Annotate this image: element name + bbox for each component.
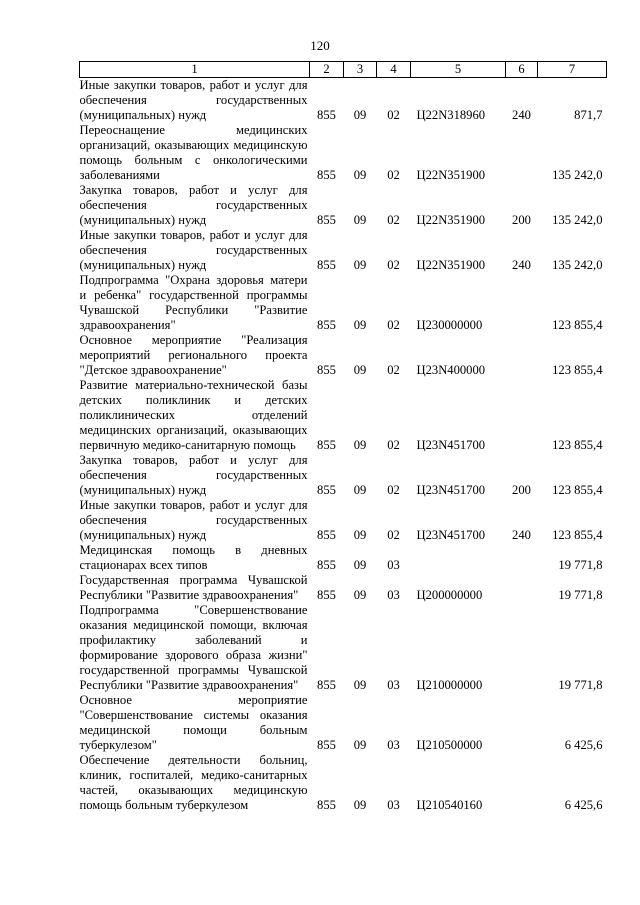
row-amount: 135 242,0: [552, 168, 603, 182]
row-name: Подпрограмма "Охрана здоровья матери и ребенка" государственной программы Чувашской Республики "Развитие здравоохранения": [79, 273, 308, 332]
row-section: 09: [353, 483, 367, 497]
row-ministry-code: 855: [317, 318, 336, 332]
row-section: 09: [353, 528, 367, 542]
row-expense-type: 200: [512, 213, 531, 227]
row-amount: 123 855,4: [552, 363, 603, 377]
row-target-article: Ц23N451700: [416, 483, 486, 497]
row-amount: 6 425,6: [564, 798, 603, 812]
row-subsection: 03: [387, 738, 400, 752]
row-target-article: [411, 543, 506, 573]
row-name: Иные закупки товаров, работ и услуг для обеспечения государственных (муниципальных) нужд: [79, 228, 308, 272]
row-amount: 135 242,0: [552, 213, 603, 227]
row-target-article: Ц22N351900: [416, 213, 486, 227]
row-expense-type: [506, 603, 538, 693]
row-name: Иные закупки товаров, работ и услуг для обеспечения государственных (муниципальных) нужд: [79, 498, 308, 542]
header-col-3: 3: [344, 62, 377, 78]
row-ministry-code: 855: [317, 528, 336, 542]
row-section: 09: [353, 738, 367, 752]
row-target-article: Ц22N351900: [416, 168, 486, 182]
row-name: Медицинская помощь в дневных стационарах всех типов: [79, 543, 308, 572]
page-number: 120: [310, 38, 330, 53]
row-section: 09: [353, 108, 367, 122]
row-name: Закупка товаров, работ и услуг для обеспечения государственных (муниципальных) нужд: [79, 453, 308, 497]
row-ministry-code: 855: [317, 168, 336, 182]
row-name: Государственная программа Чувашской Республики "Развитие здравоохранения": [79, 573, 308, 602]
row-ministry-code: 855: [317, 798, 336, 812]
row-section: 09: [353, 213, 367, 227]
row-expense-type: [506, 753, 538, 813]
row-amount: 123 855,4: [552, 438, 603, 452]
header-col-1: 1: [80, 62, 310, 78]
header-col-2: 2: [310, 62, 344, 78]
row-section: 09: [353, 168, 367, 182]
row-ministry-code: 855: [317, 108, 336, 122]
row-expense-type: 240: [512, 528, 531, 542]
row-ministry-code: 855: [317, 558, 336, 572]
row-target-article: Ц22N351900: [416, 258, 486, 272]
row-section: 09: [353, 558, 367, 572]
row-target-article: Ц200000000: [416, 588, 483, 602]
row-section: 09: [353, 318, 367, 332]
row-ministry-code: 855: [317, 678, 336, 692]
row-expense-type: [506, 693, 538, 753]
table-row: [80, 333, 607, 378]
row-subsection: 02: [387, 483, 400, 497]
row-target-article: Ц210500000: [416, 738, 483, 752]
table-body: [80, 78, 607, 814]
table-row: [80, 183, 607, 228]
row-section: 09: [353, 438, 367, 452]
row-target-article: Ц23N400000: [416, 363, 486, 377]
header-col-4: 4: [377, 62, 411, 78]
row-target-article: Ц23N451700: [416, 528, 486, 542]
header-row: [80, 62, 607, 78]
row-ministry-code: 855: [317, 738, 336, 752]
row-expense-type: 200: [512, 483, 531, 497]
row-expense-type: [506, 273, 538, 333]
row-amount: 123 855,4: [552, 483, 603, 497]
row-ministry-code: 855: [317, 213, 336, 227]
row-ministry-code: 855: [317, 588, 336, 602]
row-section: 09: [353, 798, 367, 812]
row-expense-type: [506, 543, 538, 573]
row-ministry-code: 855: [317, 363, 336, 377]
row-section: 09: [353, 363, 367, 377]
row-ministry-code: 855: [317, 258, 336, 272]
row-amount: 6 425,6: [564, 738, 603, 752]
row-target-article: Ц210540160: [416, 798, 483, 812]
row-subsection: 02: [387, 168, 400, 182]
row-subsection: 03: [387, 558, 400, 572]
row-name: Закупка товаров, работ и услуг для обеспечения государственных (муниципальных) нужд: [79, 183, 308, 227]
table-row: [80, 693, 607, 753]
table-row: [80, 78, 607, 124]
row-subsection: 03: [387, 678, 400, 692]
row-name: Основное мероприятие "Реализация мероприятий регионального проекта "Детское здравоохранение": [79, 333, 308, 377]
row-amount: 19 771,8: [558, 558, 603, 572]
table-row: [80, 753, 607, 813]
header-col-5: 5: [411, 62, 506, 78]
table-row: [80, 123, 607, 183]
table-row: [80, 273, 607, 333]
table-row: [80, 378, 607, 453]
table-row: [80, 498, 607, 543]
row-section: 09: [353, 588, 367, 602]
row-amount: 871,7: [574, 108, 603, 122]
row-ministry-code: 855: [317, 483, 336, 497]
row-target-article: Ц230000000: [416, 318, 483, 332]
row-target-article: Ц210000000: [416, 678, 483, 692]
row-expense-type: [506, 123, 538, 183]
row-amount: 123 855,4: [552, 528, 603, 542]
row-section: 09: [353, 258, 367, 272]
row-amount: 135 242,0: [552, 258, 603, 272]
table-row: [80, 603, 607, 693]
row-subsection: 02: [387, 363, 400, 377]
row-amount: 123 855,4: [552, 318, 603, 332]
row-expense-type: 240: [512, 258, 531, 272]
table-header: [80, 62, 607, 78]
row-subsection: 02: [387, 528, 400, 542]
row-subsection: 02: [387, 438, 400, 452]
header-col-7: 7: [538, 62, 607, 78]
row-amount: 19 771,8: [558, 678, 603, 692]
row-name: Основное мероприятие "Совершенствование системы оказания медицинской помощи больным туберкулезом": [79, 693, 308, 752]
row-subsection: 02: [387, 258, 400, 272]
row-name: Иные закупки товаров, работ и услуг для обеспечения государственных (муниципальных) нужд: [79, 78, 308, 122]
row-amount: 19 771,8: [558, 588, 603, 602]
row-expense-type: [506, 573, 538, 603]
row-subsection: 02: [387, 213, 400, 227]
row-expense-type: 240: [512, 108, 531, 122]
budget-table: [79, 61, 607, 813]
row-name: Развитие материально-технической базы детских поликлиник и детских поликлинических отделений медицинских организаций, оказывающих первичную медико-санитарную помощь: [79, 378, 308, 452]
row-section: 09: [353, 678, 367, 692]
row-expense-type: [506, 333, 538, 378]
row-subsection: 03: [387, 798, 400, 812]
row-subsection: 02: [387, 318, 400, 332]
row-ministry-code: 855: [317, 438, 336, 452]
table-row: [80, 228, 607, 273]
row-target-article: Ц23N451700: [416, 438, 486, 452]
table-row: [80, 543, 607, 573]
row-subsection: 03: [387, 588, 400, 602]
row-name: Переоснащение медицинских организаций, оказывающих медицинскую помощь больным с онкологическими заболеваниями: [79, 123, 308, 182]
row-subsection: 02: [387, 108, 400, 122]
header-col-6: 6: [506, 62, 538, 78]
row-expense-type: [506, 378, 538, 453]
row-name: Подпрограмма "Совершенствование оказания медицинской помощи, включая профилактику заболеваний и формирование здорового образа жизни" государственной программы Чувашской Республики "Развитие здравоохранения": [79, 603, 308, 692]
row-name: Обеспечение деятельности больниц, клиник, госпиталей, медико-санитарных частей, оказывающих медицинскую помощь больным туберкулезом: [79, 753, 308, 812]
table-row: [80, 453, 607, 498]
row-target-article: Ц22N318960: [416, 108, 486, 122]
table-row: [80, 573, 607, 603]
